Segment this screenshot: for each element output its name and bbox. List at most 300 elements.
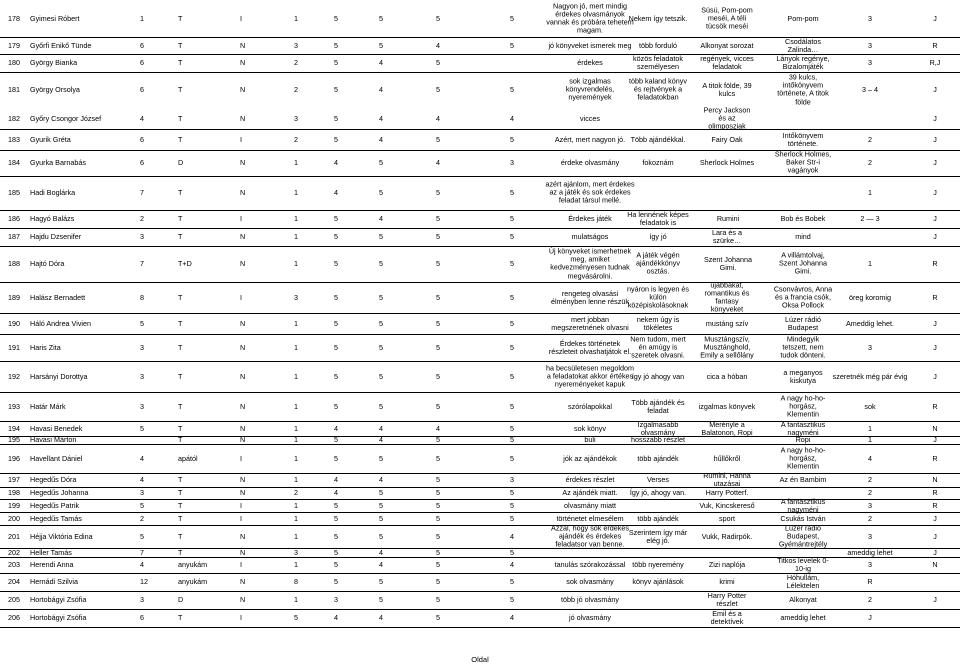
cell-score2: 5 <box>379 292 383 302</box>
cell-score1: 5 <box>334 134 338 144</box>
cell-score4: 5 <box>510 500 514 510</box>
cell-code: R <box>932 487 938 497</box>
cell-name: Hajdu Dzsenifer <box>30 231 82 241</box>
cell-read: regények, vicces feladatok <box>700 53 754 71</box>
cell-duration: J <box>868 612 872 622</box>
cell-score4: 5 <box>510 292 514 302</box>
cell-source: T <box>178 487 183 497</box>
cell-score1: 4 <box>334 474 338 484</box>
table-row <box>0 282 960 314</box>
cell-score4: 5 <box>510 487 514 497</box>
cell-improve: Több ajándékkal. <box>630 134 686 144</box>
cell-count: 1 <box>294 434 298 444</box>
cell-type: I <box>240 213 242 223</box>
cell-grade: 8 <box>140 292 144 302</box>
cell-grade: 6 <box>140 134 144 144</box>
cell-fav-b: Csukás István <box>780 513 826 523</box>
table-row <box>0 496 960 514</box>
cell-improve: nyáron is legyen és külön középiskolásoknak <box>627 284 689 310</box>
cell-count: 3 <box>294 547 298 557</box>
cell-code: R <box>932 292 938 302</box>
cell-read: Zizi naplója <box>708 559 746 569</box>
table-row <box>0 470 960 488</box>
table-row <box>0 313 960 335</box>
cell-fav-b: Csodálatos Zalinda… <box>785 36 821 54</box>
cell-code: R <box>932 40 938 50</box>
cell-count: 1 <box>294 513 298 523</box>
cell-score1: 5 <box>334 57 338 67</box>
cell-score2: 5 <box>379 401 383 411</box>
cell-reason: sok olvasmány <box>566 576 614 586</box>
cell-score2: 5 <box>379 40 383 50</box>
cell-duration: 1 <box>868 423 872 433</box>
cell-score2: 5 <box>379 258 383 268</box>
cell-duration: 1 <box>868 434 872 444</box>
cell-read: Musztángszív, Musztánghold, Emily a sellőlány <box>700 334 754 360</box>
cell-id: 183 <box>8 134 20 144</box>
cell-reason: olvasmány miatt <box>564 500 616 510</box>
cell-score2: 4 <box>379 474 383 484</box>
cell-read: Sherlock Holmes <box>699 157 755 167</box>
cell-score1: 5 <box>334 318 338 328</box>
cell-count: 1 <box>294 342 298 352</box>
cell-type: N <box>240 474 246 484</box>
table-row <box>0 129 960 151</box>
cell-count: 1 <box>294 258 298 268</box>
cell-duration: 2 <box>868 487 872 497</box>
cell-score4: 4 <box>510 559 514 569</box>
cell-fav-b: Alkonyat <box>789 594 817 604</box>
cell-duration: 2 <box>868 157 872 167</box>
cell-duration: 3 – 4 <box>862 84 878 94</box>
cell-id: 205 <box>8 594 20 604</box>
page-footer: Oldal <box>471 655 489 664</box>
cell-name: Győry Csongor József <box>30 113 102 123</box>
cell-duration: 3 <box>868 500 872 510</box>
cell-improve: több kaland könyv és rejtvények a feladatokban <box>629 76 687 103</box>
cell-name: Hagyó Balázs <box>30 213 75 223</box>
cell-score3: 5 <box>436 84 440 94</box>
cell-source: T <box>178 474 183 484</box>
cell-source: T <box>178 547 183 557</box>
cell-grade: 3 <box>140 371 144 381</box>
cell-improve: Nem tudom, mert én amúgy is szeretek olvasni. <box>630 334 686 360</box>
cell-reason: Az ajándék miatt. <box>562 487 618 497</box>
cell-name: Hegedűs Tamás <box>30 513 82 523</box>
cell-score4: 5 <box>510 84 514 94</box>
cell-fav-b: Intőkönyvem története. <box>782 130 824 148</box>
cell-code: J <box>933 531 937 541</box>
cell-score4: 4 <box>510 113 514 123</box>
cell-score3: 4 <box>436 423 440 433</box>
cell-name: Heller Tamás <box>30 547 72 557</box>
cell-name: Gyimesi Róbert <box>30 13 80 23</box>
cell-improve: könyv ajánlások <box>632 576 684 586</box>
cell-fav-b: A fantasztikus nagyméni <box>780 496 826 514</box>
cell-reason: Azzal, hogy sok érdekes ajándék és érdekes feladatsor van benne. <box>551 523 629 549</box>
cell-improve: Szerintem így már elég jó. <box>628 527 688 545</box>
cell-score4: 5 <box>510 594 514 604</box>
table-row <box>0 105 960 131</box>
cell-type: I <box>240 13 242 23</box>
cell-score4: 5 <box>510 547 514 557</box>
cell-name: Hortobágyi Zsófia <box>30 612 87 622</box>
table-row <box>0 246 960 283</box>
cell-score4: 5 <box>510 576 514 586</box>
cell-score2: 5 <box>379 594 383 604</box>
cell-score3: 5 <box>436 258 440 268</box>
cell-score2: 4 <box>379 113 383 123</box>
cell-grade: 7 <box>140 187 144 197</box>
cell-score4: 5 <box>510 453 514 463</box>
cell-reason: vicces <box>580 113 600 123</box>
cell-read: sport <box>719 513 735 523</box>
cell-score1: 5 <box>334 213 338 223</box>
cell-count: 1 <box>294 157 298 167</box>
cell-source: T <box>178 371 183 381</box>
cell-type: I <box>240 612 242 622</box>
cell-read: izgalmas könyvek <box>698 401 756 411</box>
cell-id: 179 <box>8 40 20 50</box>
cell-code: J <box>933 13 937 23</box>
table-row <box>0 334 960 362</box>
cell-id: 186 <box>8 213 20 223</box>
cell-count: 3 <box>294 292 298 302</box>
table-row <box>0 361 960 393</box>
cell-source: T <box>178 513 183 523</box>
cell-grade: 3 <box>140 594 144 604</box>
cell-count: 1 <box>294 559 298 569</box>
cell-score4: 5 <box>510 187 514 197</box>
cell-grade: 4 <box>140 453 144 463</box>
cell-score4: 5 <box>510 231 514 241</box>
cell-score4: 3 <box>510 157 514 167</box>
cell-type: N <box>240 258 246 268</box>
cell-id: 178 <box>8 13 20 23</box>
cell-code: J <box>933 434 937 444</box>
cell-reason: azért ajánlom, mert érdekes az a játék és sok érdekes feladat társul mellé. <box>545 179 635 206</box>
cell-type: N <box>240 576 246 586</box>
cell-duration: Ameddig lehet. <box>846 318 894 328</box>
cell-score1: 5 <box>334 434 338 444</box>
cell-count: 1 <box>294 371 298 381</box>
cell-score2: 5 <box>379 513 383 523</box>
cell-grade: 5 <box>140 423 144 433</box>
cell-id: 192 <box>8 371 20 381</box>
table-row <box>0 591 960 610</box>
cell-read: Alkonyat sorozat <box>700 40 754 50</box>
cell-reason: mulatságos <box>571 231 609 241</box>
cell-code: J <box>933 113 937 123</box>
cell-source: T <box>178 434 183 444</box>
cell-id: 182 <box>8 113 20 123</box>
cell-count: 1 <box>294 187 298 197</box>
table-row <box>0 176 960 211</box>
cell-grade: 3 <box>140 401 144 411</box>
cell-type: N <box>240 187 246 197</box>
cell-count: 1 <box>294 500 298 510</box>
cell-code: J <box>933 513 937 523</box>
cell-improve: így jó <box>649 231 667 241</box>
cell-score1: 4 <box>334 187 338 197</box>
cell-id: 193 <box>8 401 20 411</box>
cell-score2: 4 <box>379 57 383 67</box>
cell-source: T <box>178 84 183 94</box>
cell-count: 1 <box>294 213 298 223</box>
cell-type: I <box>240 559 242 569</box>
cell-score3: 5 <box>436 213 440 223</box>
cell-reason: sok könyv <box>574 423 606 433</box>
cell-improve: Verses <box>647 474 669 484</box>
cell-improve: több ajándék <box>637 513 679 523</box>
cell-score3: 5 <box>436 342 440 352</box>
cell-source: T <box>178 134 183 144</box>
cell-name: György Orsolya <box>30 84 80 94</box>
cell-improve: több ajándék <box>637 453 679 463</box>
cell-score4: 5 <box>510 134 514 144</box>
cell-duration: 1 <box>868 187 872 197</box>
cell-code: N <box>932 559 938 569</box>
cell-score1: 5 <box>334 40 338 50</box>
cell-score2: 5 <box>379 500 383 510</box>
cell-reason: jó olvasmány <box>569 612 611 622</box>
cell-improve: Ha lennének képes feladatok is <box>627 209 689 227</box>
cell-duration: 4 <box>868 453 872 463</box>
cell-id: 200 <box>8 513 20 523</box>
cell-source: D <box>178 594 184 604</box>
cell-count: 1 <box>294 453 298 463</box>
cell-id: 204 <box>8 576 20 586</box>
cell-score4: 5 <box>510 13 514 23</box>
cell-id: 199 <box>8 500 20 510</box>
cell-source: T <box>178 113 183 123</box>
cell-duration: öreg koromig <box>849 292 891 302</box>
cell-id: 206 <box>8 612 20 622</box>
cell-score2: 5 <box>379 576 383 586</box>
cell-score2: 4 <box>379 423 383 433</box>
cell-improve: hosszabb részlet <box>631 434 685 444</box>
cell-id: 184 <box>8 157 20 167</box>
cell-score3: 5 <box>436 500 440 510</box>
cell-count: 3 <box>294 40 298 50</box>
cell-score2: 5 <box>379 231 383 241</box>
cell-duration: 3 <box>868 531 872 541</box>
cell-reason: mert jobban megszeretnének olvasni <box>551 314 629 332</box>
cell-code: J <box>933 157 937 167</box>
cell-source: anyukám <box>178 559 208 569</box>
cell-grade: 3 <box>140 487 144 497</box>
cell-code: R,J <box>929 57 941 67</box>
cell-code: J <box>933 594 937 604</box>
cell-name: Hegedűs Patrik <box>30 500 80 510</box>
cell-duration: 2 <box>868 513 872 523</box>
cell-duration: 2 <box>868 134 872 144</box>
cell-code: J <box>933 318 937 328</box>
cell-duration: sok <box>864 401 876 411</box>
cell-type: N <box>240 547 246 557</box>
cell-name: Hernádi Szilvia <box>30 576 78 586</box>
cell-score1: 5 <box>334 13 338 23</box>
cell-id: 187 <box>8 231 20 241</box>
cell-fav-b: A nagy ho-ho- horgász, Klementin <box>780 445 826 471</box>
cell-id: 202 <box>8 547 20 557</box>
cell-fav-b: Titkos levelek 0- 10-ig <box>777 555 829 573</box>
cell-score4: 3 <box>510 474 514 484</box>
cell-score2: 4 <box>379 213 383 223</box>
cell-score2: 5 <box>379 453 383 463</box>
table-row <box>0 150 960 177</box>
cell-score2: 5 <box>379 318 383 328</box>
cell-type: N <box>240 594 246 604</box>
cell-read: Merényle a Balatonon, Ropi <box>701 419 753 437</box>
cell-score4: 5 <box>510 401 514 411</box>
cell-score3: 5 <box>436 57 440 67</box>
cell-grade: 4 <box>140 559 144 569</box>
cell-improve: fokoznám <box>642 157 674 167</box>
cell-name: Gyurik Gréta <box>30 134 71 144</box>
cell-source: anyukám <box>178 576 208 586</box>
cell-reason: történetet elmesélem <box>556 513 624 523</box>
cell-fav-a: Rumini <box>716 213 740 223</box>
cell-count: 1 <box>294 13 298 23</box>
cell-type: I <box>240 513 242 523</box>
cell-duration: 3 <box>868 40 872 50</box>
cell-id: 198 <box>8 487 20 497</box>
table-row <box>0 228 960 247</box>
cell-score3: 5 <box>436 134 440 144</box>
cell-type: I <box>240 453 242 463</box>
cell-name: Gyurka Barnabás <box>30 157 86 167</box>
cell-reason: érdekes részlet <box>565 474 615 484</box>
cell-fav-b: Lányok regénye, Bizalomjáték <box>776 53 830 71</box>
cell-score2: 5 <box>379 371 383 381</box>
cell-code: J <box>933 134 937 144</box>
cell-count: 1 <box>294 231 298 241</box>
cell-count: 3 <box>294 113 298 123</box>
cell-fav-b: Pom-pom <box>787 13 819 23</box>
cell-score3: 5 <box>436 612 440 622</box>
cell-score4: 5 <box>510 40 514 50</box>
cell-score3: 5 <box>436 371 440 381</box>
cell-fav-b: A fantasztikus nagyméni <box>780 419 826 437</box>
cell-fav-b: Hóhullám, Lélektelen <box>786 572 820 590</box>
cell-score3: 5 <box>436 292 440 302</box>
cell-score1: 5 <box>334 401 338 411</box>
cell-improve: így jó ahogy van <box>631 371 685 381</box>
cell-source: T <box>178 612 183 622</box>
cell-type: N <box>240 434 246 444</box>
cell-name: Héjja Viktória Edina <box>30 531 93 541</box>
cell-fav-b: Lúzer rádió Budapest, Gyémántrejtély <box>778 523 828 549</box>
cell-score3: 5 <box>436 318 440 328</box>
cell-name: Háló Andrea Vivien <box>30 318 92 328</box>
cell-read: mustáng szív <box>705 318 749 328</box>
cell-read: Lara és a szürke… <box>712 227 742 245</box>
cell-score1: 5 <box>334 231 338 241</box>
cell-read: újabbakat, romantikus és fantasy könyveket <box>704 280 750 314</box>
cell-score2: 5 <box>379 13 383 23</box>
cell-score3: 5 <box>436 187 440 197</box>
cell-type: N <box>240 342 246 352</box>
cell-score1: 5 <box>334 500 338 510</box>
cell-source: T <box>178 213 183 223</box>
cell-reason: Nagyon jó, mert mindig érdekes olvasmányok vannak és próbára tehetem magam. <box>546 1 634 35</box>
cell-type: N <box>240 423 246 433</box>
cell-read: krimi <box>719 576 735 586</box>
cell-source: T <box>178 423 183 433</box>
cell-type: N <box>240 157 246 167</box>
cell-id: 190 <box>8 318 20 328</box>
cell-grade: 6 <box>140 57 144 67</box>
cell-count: 2 <box>294 134 298 144</box>
cell-name: Herendi Anna <box>30 559 74 569</box>
cell-improve: Több ajándék és feladat <box>631 397 685 415</box>
cell-grade: 2 <box>140 513 144 523</box>
cell-read: cica a hóban <box>706 371 748 381</box>
cell-fav-b: Az én Bambim <box>779 474 827 484</box>
cell-score3: 5 <box>436 231 440 241</box>
cell-fav-b: Mindegyik tetszett, nem tudok dönteni. <box>780 334 826 360</box>
cell-duration: ameddig lehet <box>847 547 893 557</box>
table-row <box>0 525 960 549</box>
cell-id: 191 <box>8 342 20 352</box>
cell-name: Hortobágyi Zsófia <box>30 594 87 604</box>
cell-read: Rumini, Hanna utazásai <box>703 470 751 488</box>
cell-id: 185 <box>8 187 20 197</box>
cell-score3: 5 <box>436 547 440 557</box>
cell-type: N <box>240 84 246 94</box>
cell-score1: 5 <box>334 559 338 569</box>
cell-score1: 5 <box>334 292 338 302</box>
table-row <box>0 444 960 474</box>
table-row <box>0 37 960 55</box>
cell-duration: 2 — 3 <box>860 213 880 223</box>
cell-id: 197 <box>8 474 20 484</box>
table-row <box>0 392 960 422</box>
cell-fav-b: mind <box>795 231 811 241</box>
cell-count: 1 <box>294 401 298 411</box>
cell-reason: Érdekes történetek részleteit olvashatjátok el. <box>548 338 632 356</box>
cell-score1: 5 <box>334 453 338 463</box>
cell-grade: 7 <box>140 258 144 268</box>
cell-score2: 4 <box>379 134 383 144</box>
cell-source: T <box>178 342 183 352</box>
cell-source: T <box>178 231 183 241</box>
cell-read: Percy Jackson és az olimposziak <box>703 105 751 131</box>
cell-count: 2 <box>294 57 298 67</box>
cell-code: J <box>933 187 937 197</box>
cell-improve: több nyeremény <box>632 559 684 569</box>
cell-reason: Azért, mert nagyon jó. <box>554 134 626 144</box>
cell-count: 1 <box>294 474 298 484</box>
cell-fav-b: Ropi <box>795 434 811 444</box>
cell-source: T <box>178 401 183 411</box>
cell-name: Határ Márk <box>30 401 66 411</box>
cell-code: R <box>932 401 938 411</box>
cell-score3: 5 <box>436 594 440 604</box>
cell-score1: 4 <box>334 487 338 497</box>
cell-name: Halász Bernadett <box>30 292 86 302</box>
cell-duration: 2 <box>868 594 872 604</box>
cell-score4: 5 <box>510 213 514 223</box>
table-row <box>0 0 960 38</box>
table-row <box>0 421 960 437</box>
table-row <box>0 54 960 73</box>
cell-grade: 6 <box>140 40 144 50</box>
cell-score3: 4 <box>436 113 440 123</box>
cell-code: J <box>933 213 937 223</box>
cell-score2: 4 <box>379 84 383 94</box>
